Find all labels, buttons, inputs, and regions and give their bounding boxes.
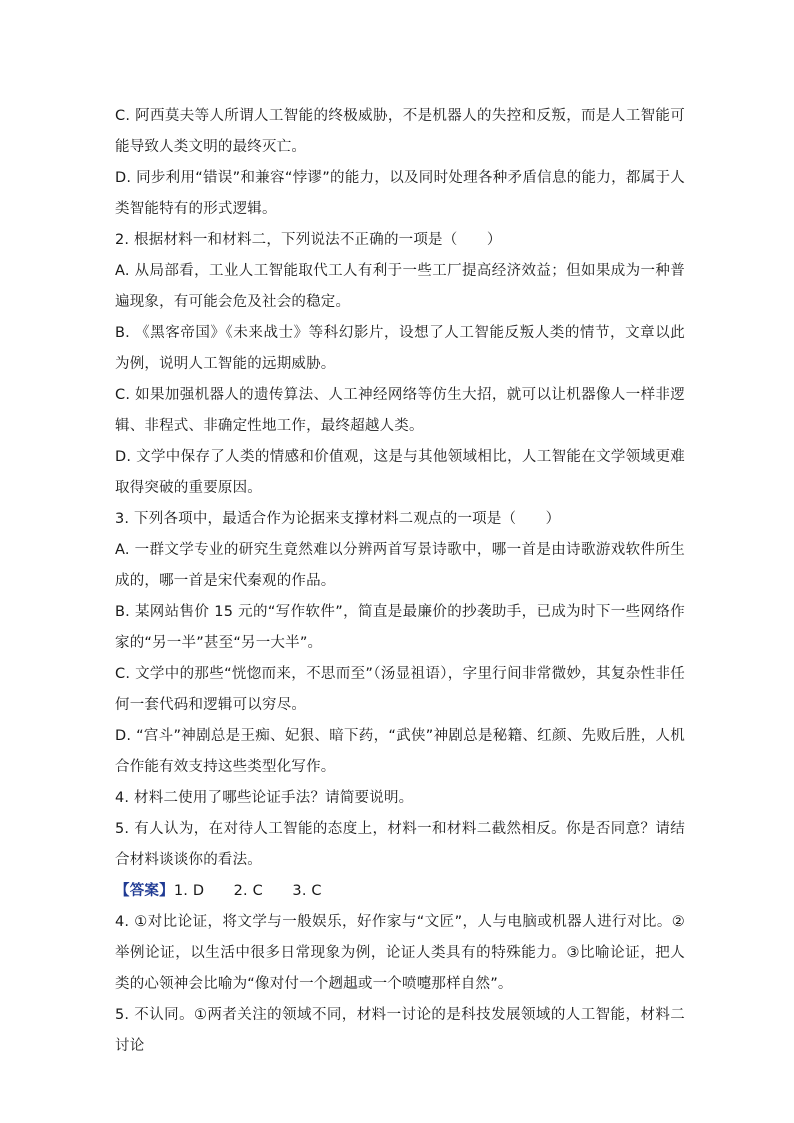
- answer-summary: 1. D 2. C 3. C: [173, 883, 322, 899]
- option-d-q2: D. 文学中保存了人类的情感和价值观，这是与其他领域相比，人工智能在文学领域更难取得突破的重要原因。: [115, 449, 685, 496]
- option-b-q2: B. 《黑客帝国》《未来战士》等科幻影片，设想了人工智能反叛人类的情节，文章以此为例，说明人工智能的远期威胁。: [115, 325, 685, 372]
- option-c-q3: C. 文学中的那些“恍惚而来，不思而至”（汤显祖语），字里行间非常微妙，其复杂性非任何一套代码和逻辑可以穷尽。: [115, 666, 685, 713]
- document-body: [115, 101, 685, 1062]
- question-2: 2. 根据材料一和材料二，下列说法不正确的一项是（ ）: [115, 232, 502, 248]
- option-c-q2: C. 如果加强机器人的遗传算法、人工神经网络等仿生大招，就可以让机器像人一样非逻辑、非程式、非确定性地工作，最终超越人类。: [115, 387, 685, 434]
- question-3: 3. 下列各项中，最适合作为论据来支撑材料二观点的一项是（ ）: [115, 511, 561, 527]
- option-d-q3: D. “宫斗”神剧总是王痴、妃狠、暗下药，“武侠”神剧总是秘籍、红颜、先败后胜，人机合作能有效支持这些类型化写作。: [115, 728, 685, 775]
- option-a-q2: A. 从局部看，工业人工智能取代工人有利于一些工厂提高经济效益；但如果成为一种普遍现象，有可能会危及社会的稳定。: [115, 263, 685, 310]
- question-5: 5. 有人认为，在对待人工智能的态度上，材料一和材料二截然相反。你是否同意？请结合材料谈谈你的看法。: [115, 821, 685, 868]
- answer-4: 4. ①对比论证，将文学与一般娱乐，好作家与“文匠”，人与电脑或机器人进行对比。②举例论证，以生活中很多日常现象为例，论证人类具有的特殊能力。③比喻论证，把人类的心领神会比喻为“像对付一个趔趄或一个喷嚏那样自然”。: [115, 914, 685, 992]
- answer-5: 5. 不认同。①两者关注的领域不同，材料一讨论的是科技发展领域的人工智能，材料二讨论: [115, 1007, 685, 1054]
- answer-tag: 【答案】: [115, 883, 174, 899]
- option-b-q3: B. 某网站售价 15 元的“写作软件”，简直是最廉价的抄袭助手，已成为时下一些网络作家的“另一半”甚至“另一大半”。: [115, 604, 685, 651]
- option-a-q3: A. 一群文学专业的研究生竟然难以分辨两首写景诗歌中，哪一首是由诗歌游戏软件所生成的，哪一首是宋代秦观的作品。: [115, 542, 685, 589]
- option-d-q1: D. 同步利用“错误”和兼容“悖谬”的能力，以及同时处理各种矛盾信息的能力，都属于人类智能特有的形式逻辑。: [115, 170, 685, 217]
- answer-line: [115, 876, 685, 907]
- option-c-q1: C. 阿西莫夫等人所谓人工智能的终极威胁，不是机器人的失控和反叛，而是人工智能可能导致人类文明的最终灭亡。: [115, 108, 685, 155]
- question-4: 4. 材料二使用了哪些论证手法？请简要说明。: [115, 790, 414, 806]
